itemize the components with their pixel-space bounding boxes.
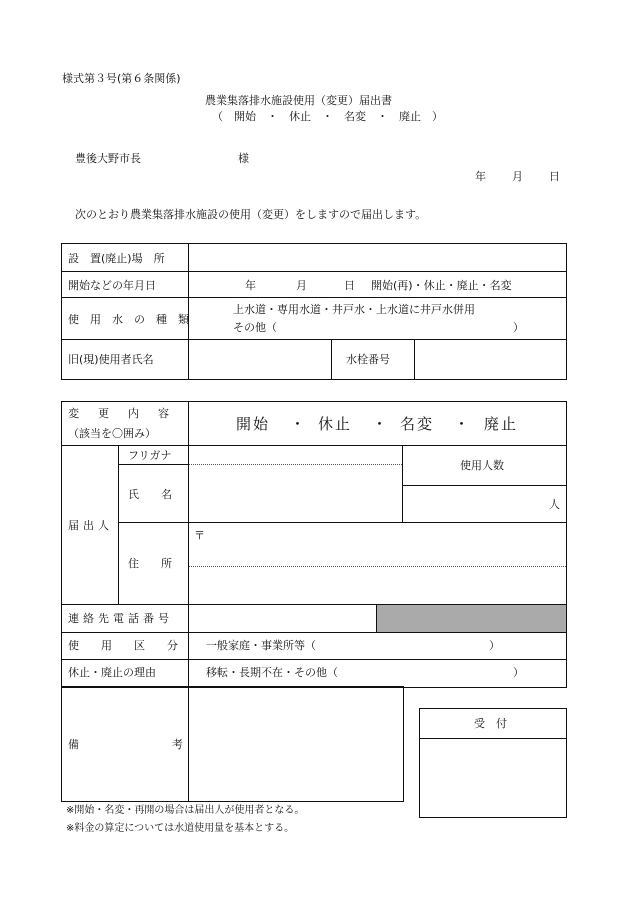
name-label: 氏 名 xyxy=(128,488,172,501)
remarks-label-left: 備 xyxy=(68,738,79,751)
water-type-label: 使 用 水 の 種 類 xyxy=(68,313,189,326)
start-date-label: 開始などの年月日 xyxy=(68,279,156,292)
water-type-other: その他（ xyxy=(233,321,277,334)
address-label: 住 所 xyxy=(128,557,172,570)
change-separator: ・ xyxy=(290,415,308,433)
remarks-box xyxy=(61,686,404,802)
postal-mark: 〒 xyxy=(194,529,205,542)
reception-divider xyxy=(420,738,566,739)
header-date-day: 日 xyxy=(549,170,560,183)
address-dotted-line xyxy=(189,566,566,567)
form-number: 様式第３号(第６条関係) xyxy=(62,72,181,85)
start-date-day: 日 xyxy=(344,279,355,292)
change-separator: ・ xyxy=(372,415,390,433)
water-type-other-close: ） xyxy=(513,321,524,334)
table1-row-line xyxy=(62,339,566,340)
header-date-year: 年 xyxy=(475,170,486,183)
users-count-label: 使用人数 xyxy=(460,459,504,472)
water-type-options: 上水道・専用水道・井戸水・上水道に井戸水併用 xyxy=(233,303,475,316)
reason-row-line xyxy=(62,659,566,660)
change-content-label: 変 更 内 容 xyxy=(68,407,173,420)
furigana-row-line xyxy=(119,464,189,465)
change-option-abolish[interactable]: 廃止 xyxy=(484,415,519,433)
phone-divider xyxy=(376,605,377,632)
meter-number-label: 水栓番号 xyxy=(346,353,390,366)
reason-close: ） xyxy=(513,666,524,679)
applicant-divider xyxy=(118,446,119,604)
header-date-month: 月 xyxy=(512,170,523,183)
change-option-suspend[interactable]: 休止 xyxy=(318,415,353,433)
phone-shaded-cell xyxy=(377,605,566,632)
change-option-rename[interactable]: 名変 xyxy=(400,415,435,433)
usage-class-label: 使 用 区 分 xyxy=(68,639,178,652)
furigana-dotted-line xyxy=(189,464,402,465)
intro-text: 次のとおり農業集落排水施設の使用（変更）をしますので届出します。 xyxy=(75,208,427,221)
reception-label: 受 付 xyxy=(474,717,507,730)
table2-divider xyxy=(188,402,189,801)
start-date-year: 年 xyxy=(245,279,256,292)
form-subtitle: （ 開始 ・ 休止 ・ 名変 ・ 廃止 ） xyxy=(212,110,443,123)
note-2: ※料金の算定については水道使用量を基本とする。 xyxy=(66,823,295,834)
applicant-label: 届出人 xyxy=(68,519,113,532)
change-separator: ・ xyxy=(454,415,472,433)
honorific: 様 xyxy=(238,152,249,165)
table1-divider xyxy=(414,340,415,379)
table1-divider xyxy=(188,244,189,379)
start-date-options: 開始(再)・休止・廃止・名変 xyxy=(371,279,512,292)
reason-options: 移転・長期不在・その他（ xyxy=(206,666,338,679)
usage-class-close: ） xyxy=(489,639,500,652)
usage-class-options: 一般家庭・事業所等（ xyxy=(206,639,316,652)
addressee: 豊後大野市長 xyxy=(75,152,141,165)
users-count-divider xyxy=(402,446,403,522)
note-1: ※開始・名変・再開の場合は届出人が使用者となる。 xyxy=(66,805,305,816)
change-content-sublabel: （該当を〇囲み） xyxy=(68,427,156,440)
form-title: 農業集落排水施設使用（変更）届出書 xyxy=(205,94,392,107)
change-option-start[interactable]: 開始 xyxy=(236,415,271,433)
location-label: 設 置(廃止)場 所 xyxy=(68,252,165,265)
table1-divider xyxy=(331,340,332,379)
furigana-label: フリガナ xyxy=(128,449,172,462)
table1-row-line xyxy=(62,271,566,272)
start-date-month: 月 xyxy=(296,279,307,292)
users-count-row-line xyxy=(403,485,566,486)
phone-label: 連絡先電話番号 xyxy=(68,612,173,625)
usage-row-line xyxy=(62,632,566,633)
users-count-unit: 人 xyxy=(549,498,560,511)
table2-row-line xyxy=(62,445,566,446)
reason-label: 休止・廃止の理由 xyxy=(68,666,156,679)
address-row-line xyxy=(119,522,566,523)
remarks-label-right: 考 xyxy=(172,738,183,751)
previous-user-label: 旧(現)使用者氏名 xyxy=(68,353,154,366)
table1-row-line xyxy=(62,297,566,298)
